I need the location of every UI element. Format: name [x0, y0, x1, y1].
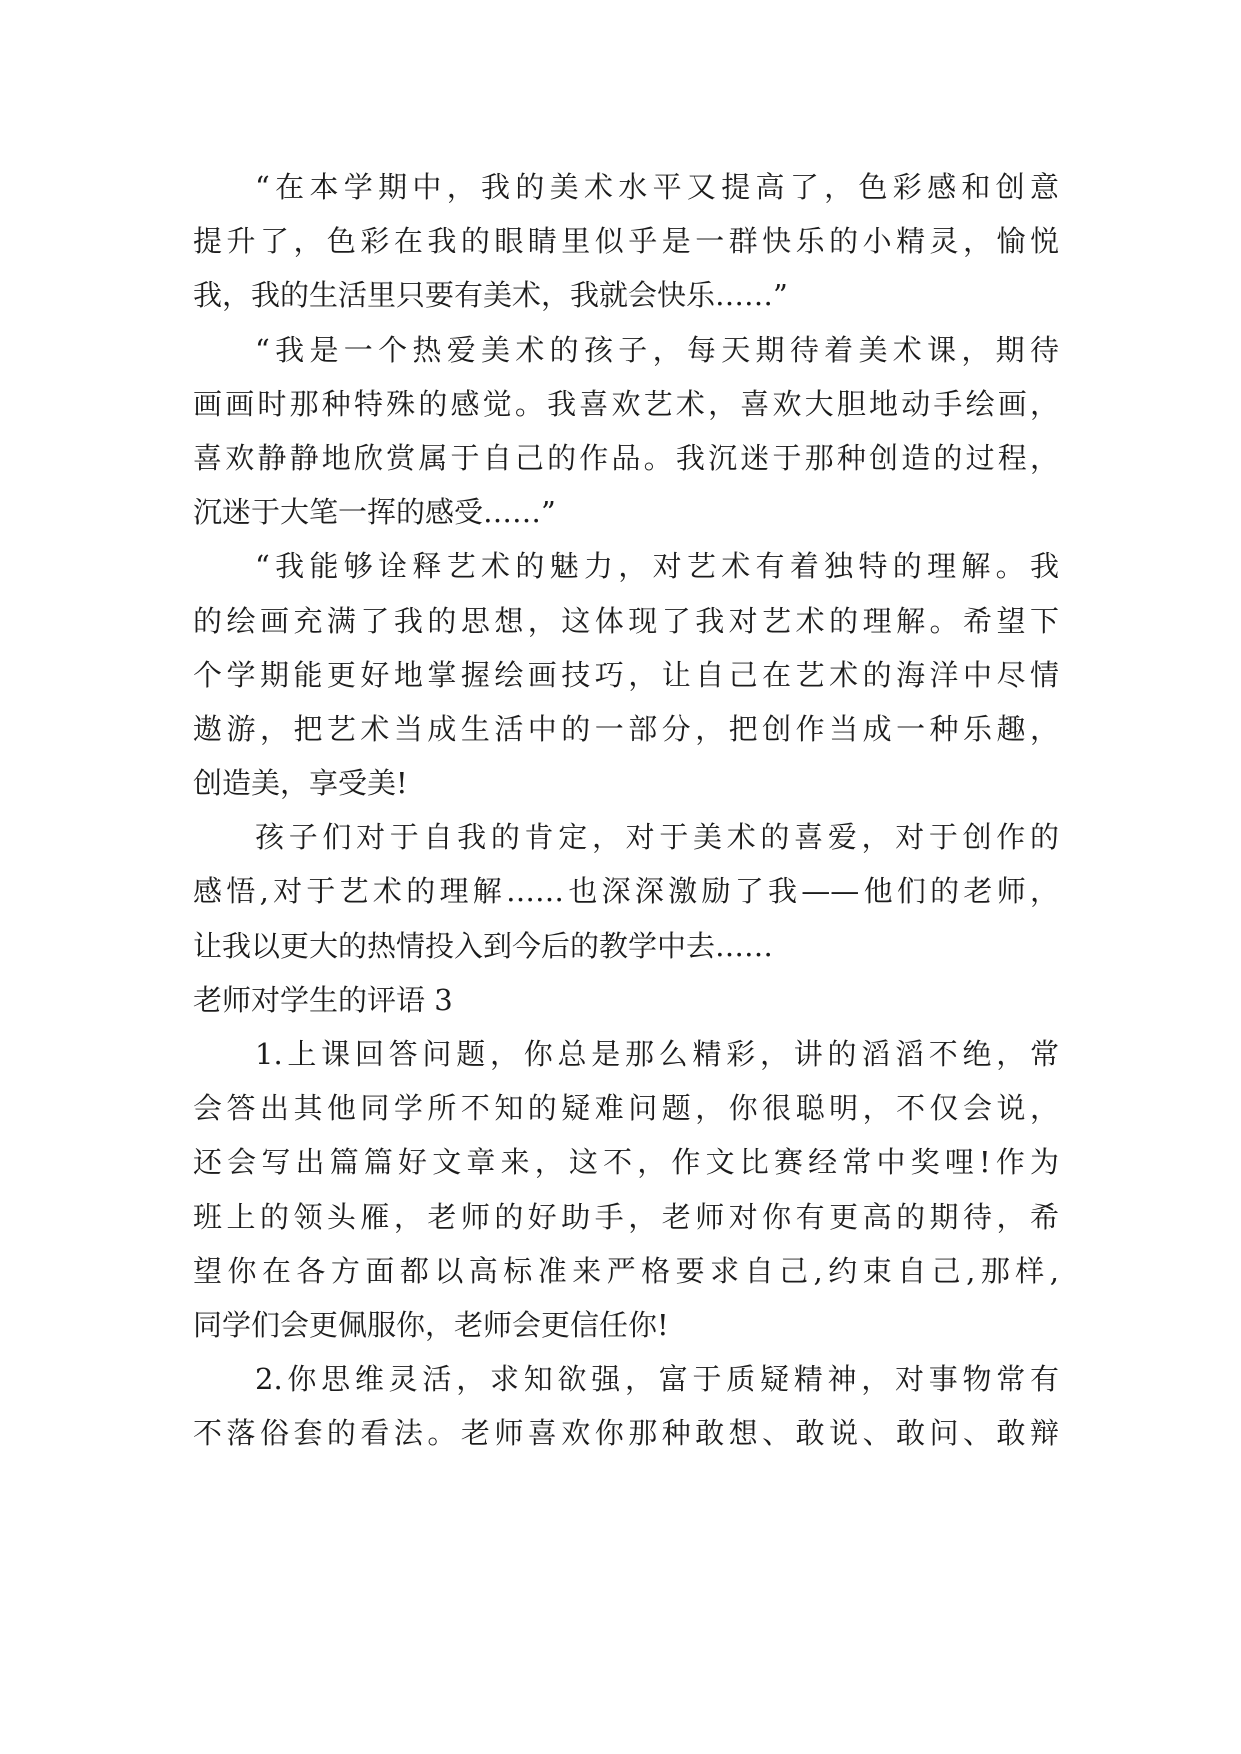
- paragraph-6: [193, 1352, 1059, 1460]
- paragraph-1: [193, 160, 1059, 323]
- paragraph-line: 让我以更大的热情投入到今后的教学中去……: [193, 928, 774, 963]
- paragraph-line: 还会写出篇篇好文章来，这不，作文比赛经常中奖哩!作为: [193, 1145, 1059, 1180]
- paragraph-3: [193, 539, 1059, 810]
- paragraph-line: 喜欢静静地欣赏属于自己的作品。我沉迷于那种创造的过程，: [193, 440, 1059, 475]
- paragraph-line: 遨游，把艺术当成生活中的一部分，把创作当成一种乐趣，: [193, 711, 1059, 746]
- paragraph-line: “我是一个热爱美术的孩子，每天期待着美术课，期待: [255, 332, 1059, 367]
- paragraph-line: 2.你思维灵活，求知欲强，富于质疑精神，对事物常有: [255, 1362, 1059, 1397]
- paragraph-line: 1.上课回答问题，你总是那么精彩，讲的滔滔不绝，常: [255, 1037, 1059, 1071]
- paragraph-line: 沉迷于大笔一挥的感受……”: [193, 495, 556, 530]
- paragraph-line: 的绘画充满了我的思想，这体现了我对艺术的理解。希望下: [193, 603, 1059, 638]
- section-heading: 老师对学生的评语 3: [193, 982, 453, 1017]
- paragraph-line: 班上的领头雁，老师的好助手，老师对你有更高的期待，希: [193, 1199, 1059, 1234]
- paragraph-5: [193, 1027, 1059, 1352]
- paragraph-line: 个学期能更好地掌握绘画技巧，让自己在艺术的海洋中尽情: [193, 657, 1059, 692]
- paragraph-2: [193, 323, 1059, 540]
- paragraph-4: [193, 810, 1059, 973]
- paragraph-line: 不落俗套的看法。老师喜欢你那种敢想、敢说、敢问、敢辩: [193, 1416, 1059, 1451]
- paragraph-line: 我，我的生活里只要有美术，我就会快乐……”: [193, 278, 788, 313]
- paragraph-line: “我能够诠释艺术的魅力，对艺术有着独特的理解。我: [255, 549, 1059, 584]
- paragraph-line: 孩子们对于自我的肯定，对于美术的喜爱，对于创作的: [255, 820, 1059, 855]
- document-page: [193, 160, 1059, 1461]
- paragraph-line: 画画时那种特殊的感觉。我喜欢艺术，喜欢大胆地动手绘画，: [193, 386, 1059, 421]
- paragraph-line: 提升了，色彩在我的眼睛里似乎是一群快乐的小精灵，愉悦: [193, 224, 1059, 259]
- paragraph-line: 望你在各方面都以高标准来严格要求自己,约束自己,那样,: [193, 1253, 1059, 1288]
- paragraph-line: “在本学期中，我的美术水平又提高了，色彩感和创意: [255, 170, 1059, 204]
- paragraph-line: 会答出其他同学所不知的疑难问题，你很聪明，不仅会说，: [193, 1091, 1059, 1126]
- paragraph-line: 创造美，享受美!: [193, 766, 408, 801]
- paragraph-line: 同学们会更佩服你，老师会更信任你!: [193, 1307, 669, 1342]
- paragraph-line: 感悟,对于艺术的理解……也深深激励了我——他们的老师，: [193, 874, 1059, 909]
